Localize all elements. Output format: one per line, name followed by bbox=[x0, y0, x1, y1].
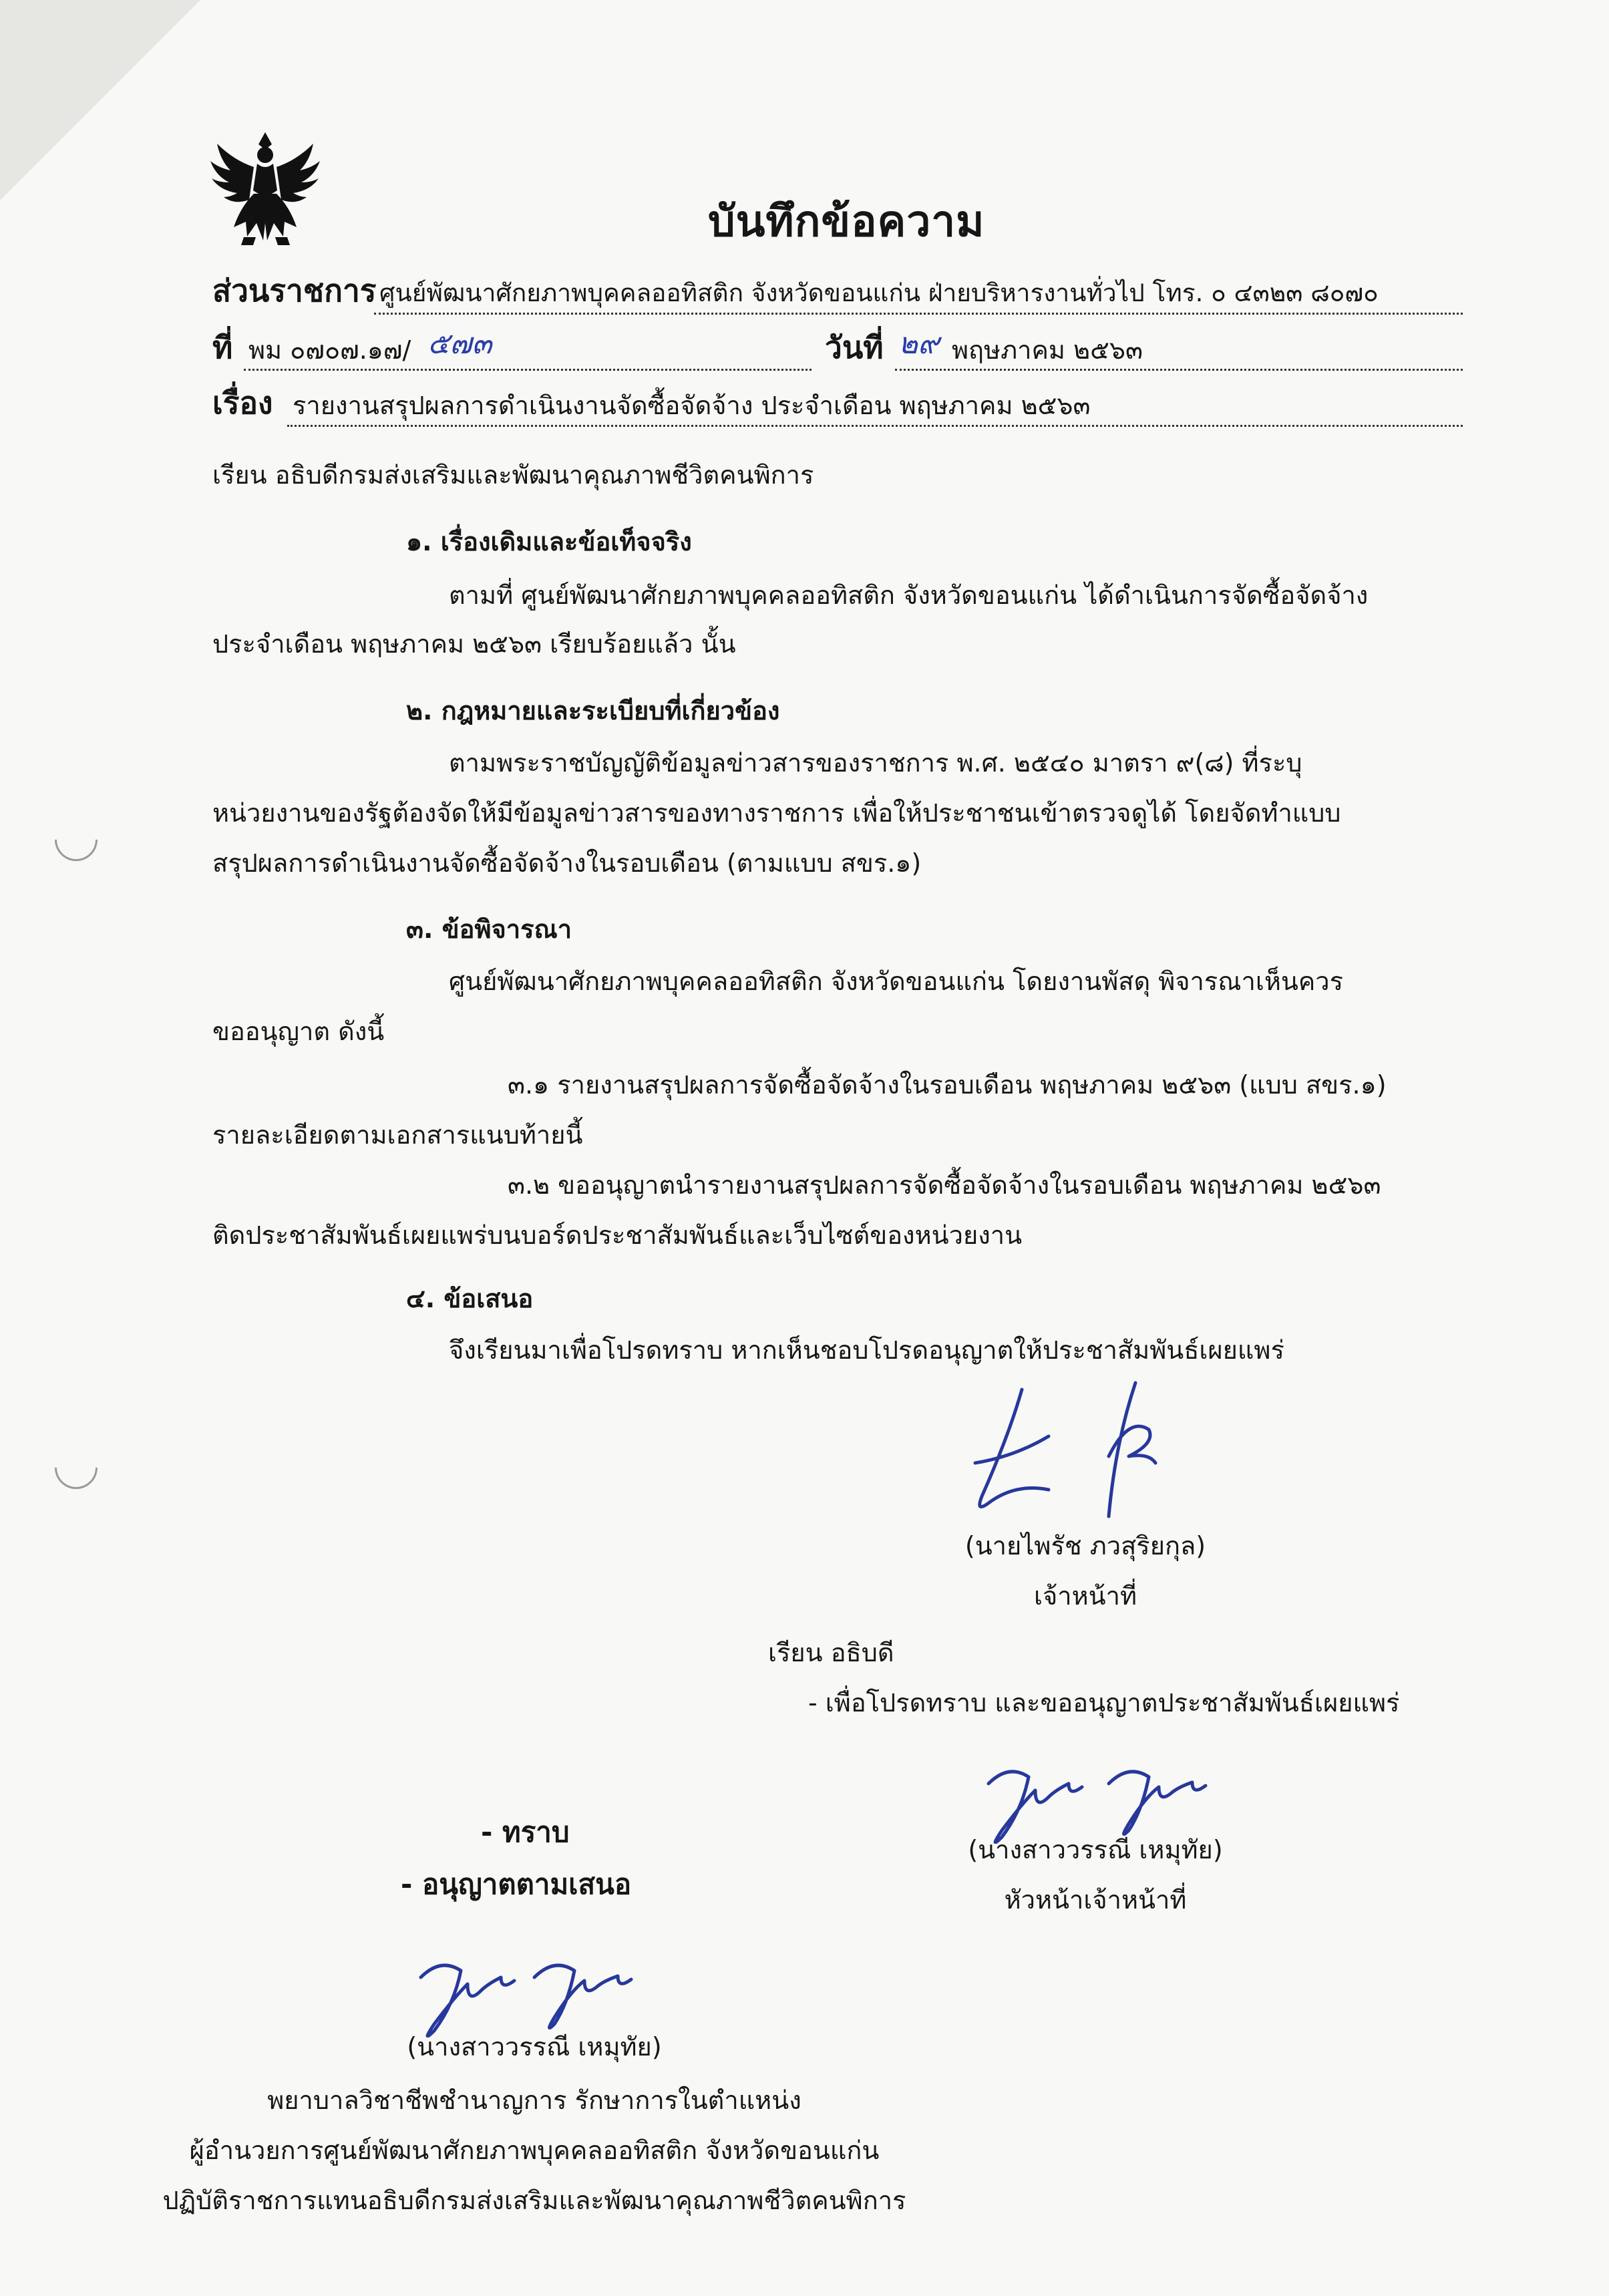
signatory-3-position-2: ผู้อำนวยการศูนย์พัฒนาศักยภาพบุคคลออทิสติก จังหวัดขอนแก่น bbox=[189, 2136, 880, 2165]
forward-to: เรียน อธิบดี bbox=[768, 1638, 894, 1667]
approval-ack: - ทราบ bbox=[481, 1816, 570, 1848]
ref-value: พม ๐๗๐๗.๑๗/ bbox=[248, 335, 411, 365]
forward-note: - เพื่อโปรดทราบ และขออนุญาตประชาสัมพันธ์เผยแพร่ bbox=[808, 1688, 1400, 1717]
signatory-1-position: เจ้าหน้าที่ bbox=[1033, 1581, 1137, 1611]
signature-2-icon bbox=[975, 1757, 1229, 1844]
section-1-heading: ๑. เรื่องเดิมและข้อเท็จจริง bbox=[406, 527, 692, 556]
signatory-3-name: (นางสาววรรณี เหมุทัย) bbox=[407, 2032, 662, 2062]
signatory-1-name: (นายไพรัช ภวสุริยกุล) bbox=[964, 1531, 1206, 1561]
garuda-emblem-icon bbox=[207, 127, 324, 251]
section-3-heading: ๓. ข้อพิจารณา bbox=[406, 915, 572, 944]
ref-handwritten: ๕๗๓ bbox=[427, 327, 492, 361]
item-3-1-line-1: ๓.๑ รายงานสรุปผลการจัดซื้อจัดจ้างในรอบเดือน พฤษภาคม ๒๕๖๓ (แบบ สขร.๑) bbox=[508, 1070, 1387, 1100]
salutation: เรียน อธิบดีกรมส่งเสริมและพัฒนาคุณภาพชีวิตคนพิการ bbox=[212, 460, 814, 490]
subject-value: รายงานสรุปผลการดำเนินงานจัดซื้อจัดจ้าง ประจำเดือน พฤษภาคม ๒๕๖๓ bbox=[293, 391, 1091, 420]
agency-value: ศูนย์พัฒนาศักยภาพบุคคลออทิสติก จังหวัดขอนแก่น ฝ่ายบริหารงานทั่วไป โทร. ๐ ๔๓๒๓ ๘๐๗๐ bbox=[379, 279, 1379, 307]
date-value: พฤษภาคม ๒๕๖๓ bbox=[952, 335, 1143, 365]
section-4-heading: ๔. ข้อเสนอ bbox=[406, 1284, 534, 1313]
section-1-line-2: ประจำเดือน พฤษภาคม ๒๕๖๓ เรียบร้อยแล้ว นั้น bbox=[212, 629, 736, 659]
section-2-line-2: หน่วยงานของรัฐต้องจัดให้มีข้อมูลข่าวสารของทางราชการ เพื่อให้ประชาชนเข้าตรวจดูได้ โดยจัดทำแบบ bbox=[212, 798, 1341, 828]
agency-label: ส่วนราชการ bbox=[212, 273, 377, 309]
ref-dotted-line bbox=[244, 369, 812, 371]
signatory-2-name: (นางสาววรรณี เหมุทัย) bbox=[968, 1835, 1223, 1864]
section-3-line-2: ขออนุญาต ดังนี้ bbox=[212, 1017, 385, 1046]
item-3-2-line-2: ติดประชาสัมพันธ์เผยแพร่บนบอร์ดประชาสัมพันธ์และเว็บไซต์ของหน่วยงาน bbox=[212, 1220, 1023, 1250]
item-3-2-line-1: ๓.๒ ขออนุญาตนำรายงานสรุปผลการจัดซื้อจัดจ้างในรอบเดือน พฤษภาคม ๒๕๖๓ bbox=[508, 1170, 1381, 1200]
signatory-3-position-3: ปฏิบัติราชการแทนอธิบดีกรมส่งเสริมและพัฒนาคุณภาพชีวิตคนพิการ bbox=[162, 2186, 906, 2215]
date-label: วันที่ bbox=[825, 329, 884, 365]
signatory-2-position: หัวหน้าเจ้าหน้าที่ bbox=[1004, 1885, 1187, 1915]
date-dotted-line bbox=[895, 369, 1463, 371]
signature-1-icon bbox=[935, 1376, 1216, 1530]
subject-dotted-line bbox=[287, 425, 1463, 427]
punch-hole-top bbox=[46, 810, 107, 870]
section-2-heading: ๒. กฎหมายและระเบียบที่เกี่ยวข้อง bbox=[406, 696, 780, 725]
agency-dotted-line bbox=[374, 313, 1463, 315]
folded-corner bbox=[0, 0, 200, 200]
signatory-3-position-1: พยาบาลวิชาชีพชำนาญการ รักษาการในตำแหน่ง bbox=[267, 2086, 801, 2115]
memo-title: บันทึกข้อความ bbox=[708, 197, 985, 247]
date-handwritten: ๒๙ bbox=[898, 327, 940, 361]
subject-label: เรื่อง bbox=[212, 385, 273, 421]
punch-hole-bottom bbox=[46, 1438, 107, 1498]
item-3-1-line-2: รายละเอียดตามเอกสารแนบท้ายนี้ bbox=[212, 1120, 583, 1150]
ref-label: ที่ bbox=[212, 329, 233, 365]
signature-3-icon bbox=[407, 1951, 648, 2037]
section-2-line-3: สรุปผลการดำเนินงานจัดซื้อจัดจ้างในรอบเดือน (ตามแบบ สขร.๑) bbox=[212, 848, 922, 878]
section-3-line-1: ศูนย์พัฒนาศักยภาพบุคคลออทิสติก จังหวัดขอนแก่น โดยงานพัสดุ พิจารณาเห็นควร bbox=[449, 967, 1344, 996]
section-2-line-1: ตามพระราชบัญญัติข้อมูลข่าวสารของราชการ พ.ศ. ๒๕๔๐ มาตรา ๙(๘) ที่ระบุ bbox=[449, 748, 1302, 778]
section-1-line-1: ตามที่ ศูนย์พัฒนาศักยภาพบุคคลออทิสติก จังหวัดขอนแก่น ได้ดำเนินการจัดซื้อจัดจ้าง bbox=[449, 581, 1369, 610]
approval-approve: - อนุญาตตามเสนอ bbox=[401, 1868, 632, 1901]
section-4-line-1: จึงเรียนมาเพื่อโปรดทราบ หากเห็นชอบโปรดอนุญาตให้ประชาสัมพันธ์เผยแพร่ bbox=[449, 1335, 1284, 1365]
